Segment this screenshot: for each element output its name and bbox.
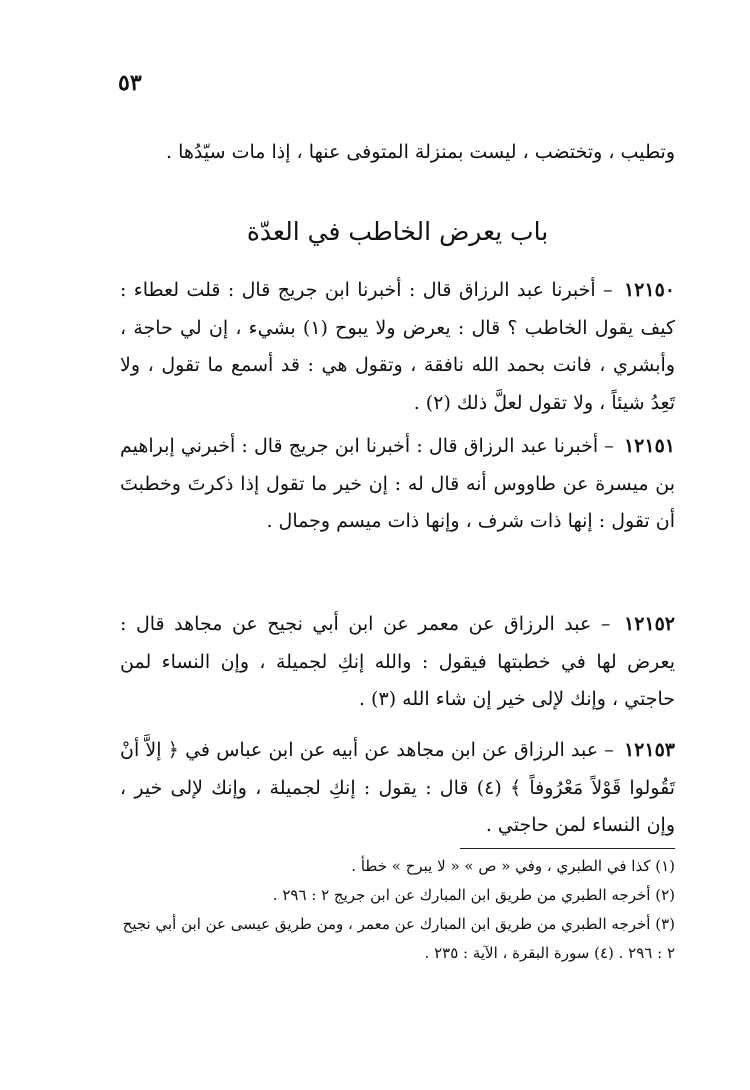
hadith-number: ١٢١٥٠	[623, 279, 675, 301]
hadith-text: – أخبرنا عبد الرزاق قال : أخبرنا ابن جريج قال : قلت لعطاء : كيف يقول الخاطب ؟ قال : يعرض ولا يبوح (١) بشيء ، إن لي حاجة ، وأبشري ، فانت بحمد الله نافقة ، وتقول هي : قد أسمع ما تقول ، ولا تَعِدُ شيئاً ، ولا تقول لعلَّ ذلك (٢) .	[120, 279, 675, 414]
footnote: (٢) أخرجه الطبري من طريق ابن المبارك عن ابن جريج ٢ : ٢٩٦ .	[272, 886, 675, 904]
chapter-title: باب يعرض الخاطب في العدّة	[246, 217, 549, 246]
hadith-number: ١٢١٥٣	[623, 739, 675, 761]
hadith-paragraph	[120, 732, 675, 845]
footnote: (١) كذا في الطبري ، وفي « ص » « لا يبرح » خطأ .	[351, 857, 675, 875]
hadith-text: – عبد الرزاق عن معمر عن ابن أبي نجيح عن مجاهد قال : يعرض لها في خطبتها فيقول : والله إنكِ لجميلة ، وإن النساء لمن حاجتي ، وإنك لإلى خير إن شاء الله (٣) .	[120, 613, 675, 710]
footnote-separator	[460, 848, 675, 849]
hadith-number: ١٢١٥٢	[623, 613, 676, 635]
hadith-text: – عبد الرزاق عن ابن مجاهد عن أبيه عن ابن عباس في ﴿ إلاَّ أنْ تَقُولوا قَوْلاً مَعْرُوفاً ﴾ (٤) قال : يقول : إنكِ لجميلة ، وإنك لإلى خير ، وإن النساء لمن حاجتي .	[120, 739, 675, 836]
footnotes	[120, 852, 675, 968]
hadith-number: ١٢١٥١	[623, 435, 675, 457]
page-number: ٥٣	[118, 70, 142, 96]
intro-paragraph: وتطيب ، وتختضب ، ليست بمنزلة المتوفى عنها ، إذا مات سيّدُها .	[166, 141, 675, 163]
hadith-text: – أخبرنا عبد الرزاق قال : أخبرنا ابن جريج قال : أخبرني إبراهيم بن ميسرة عن طاووس أنه قال له : إن خير ما تقول إذا ذكرتَ وخطبتَ أن تقول : إنها ذات شرف ، وإنها ذات ميسم وجمال .	[120, 435, 675, 532]
hadith-paragraph	[120, 428, 675, 541]
hadith-paragraph	[120, 606, 675, 719]
hadith-paragraph	[120, 272, 675, 422]
footnote: (٣) أخرجه الطبري من طريق ابن المبارك عن معمر ، ومن طريق عيسى عن ابن أبي نجيح ٢ : ٢٩٦ . (٤) سورة البقرة ، الآية : ٢٣٥ .	[122, 915, 675, 962]
